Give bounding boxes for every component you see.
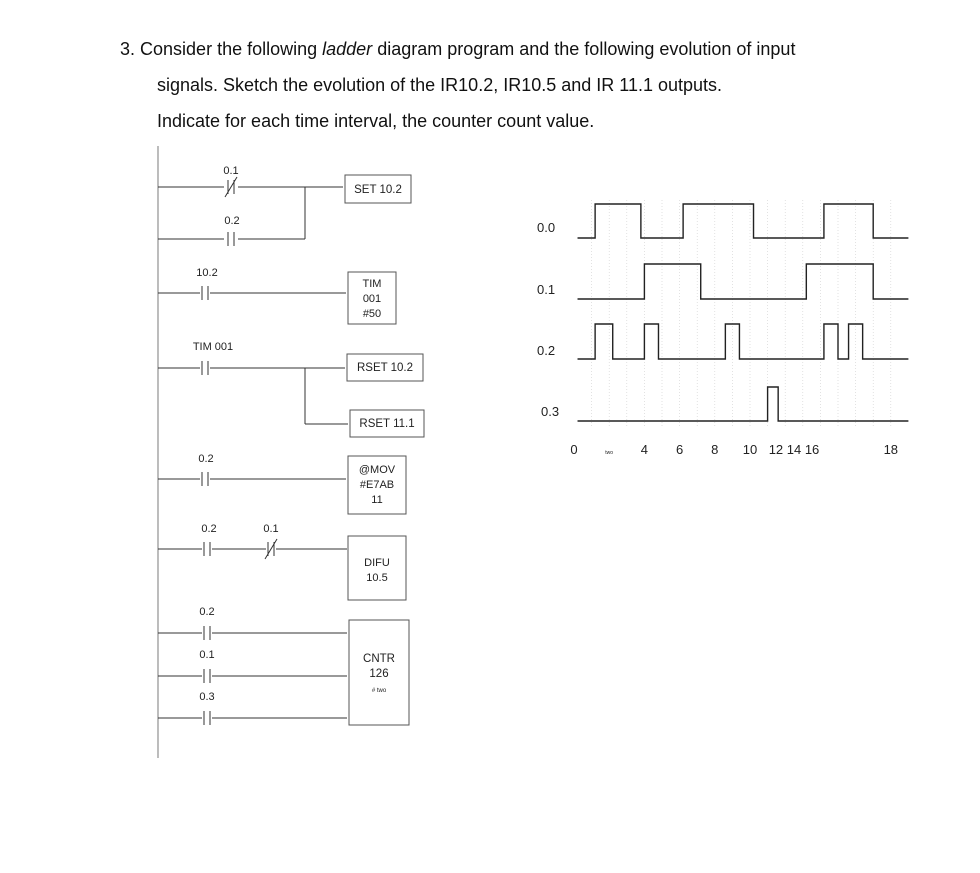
- timing-grid: [592, 200, 891, 428]
- mov-box-line-3: 11: [371, 494, 383, 506]
- time-tick-label: 10: [742, 442, 758, 457]
- time-tick-label: 4: [640, 442, 649, 457]
- difu-box-line-1: DIFU: [364, 557, 390, 569]
- waveform-0-3: [578, 387, 909, 421]
- waveform-0-0: [578, 204, 909, 238]
- tim-box-line-2: 001: [362, 293, 382, 305]
- rset-11-1-label: RSET 11.1: [359, 418, 415, 430]
- mov-box-line-1: @MOV: [358, 464, 396, 476]
- difu-box-line-2: 10.5: [366, 572, 388, 584]
- time-tick-label: 8: [711, 442, 719, 457]
- question-line-3: Indicate for each time interval, the counter count value.: [157, 111, 595, 131]
- question-line-1-post: diagram program and the following evolution of input: [372, 39, 796, 59]
- question-line-1-pre: Consider the following: [140, 39, 323, 59]
- no-contact-0-2-label: 0.2: [224, 215, 240, 227]
- no-contact-0-3-cntr-label: 0.3: [199, 691, 215, 703]
- no-contact-0-1-cntr-label: 0.1: [199, 649, 215, 661]
- cntr-box-line-3: # two: [371, 688, 387, 694]
- tim-box-line-1: TIM: [362, 278, 382, 290]
- waveform-0-1: [578, 264, 909, 299]
- nc-contact-0-1-label: 0.1: [223, 165, 239, 177]
- time-tick-label: two: [605, 450, 614, 456]
- question-number: 3.: [120, 39, 136, 59]
- signal-label-0-2: 0.2: [537, 343, 556, 358]
- time-axis-labels: [570, 442, 898, 457]
- no-contact-10-2-label: 10.2: [196, 267, 218, 279]
- no-contact-0-2-mov-label: 0.2: [198, 453, 214, 465]
- cntr-box-line-2: 126: [369, 668, 389, 680]
- set-10-2-label: SET 10.2: [354, 184, 402, 196]
- rset-10-2-label: RSET 10.2: [356, 362, 414, 374]
- waveform-0-2: [578, 324, 909, 359]
- timing-waveforms: [578, 204, 909, 421]
- tim-box-line-3: #50: [362, 308, 382, 320]
- no-contact-0-2-cntr-label: 0.2: [199, 606, 215, 618]
- signal-label-0-0: 0.0: [537, 220, 556, 235]
- time-tick-label: 12 14 16: [768, 442, 820, 457]
- question-line-2: signals. Sketch the evolution of the IR10.2, IR10.5 and IR 11.1 outputs.: [157, 75, 723, 95]
- question-line-1-emphasis: ladder: [322, 39, 373, 59]
- time-tick-label: 6: [675, 442, 684, 457]
- no-contact-0-2-difu-label: 0.2: [201, 523, 217, 535]
- time-tick-label: 18: [883, 442, 899, 457]
- signal-label-0-1: 0.1: [537, 282, 556, 297]
- signal-label-0-3: 0.3: [541, 404, 560, 419]
- nc-contact-0-1-difu-label: 0.1: [263, 523, 279, 535]
- mov-box-line-2: #E7AB: [359, 479, 395, 491]
- time-tick-label: 0: [570, 442, 578, 457]
- no-contact-tim-001-label: TIM 001: [192, 341, 234, 353]
- cntr-box-line-1: CNTR: [363, 653, 395, 665]
